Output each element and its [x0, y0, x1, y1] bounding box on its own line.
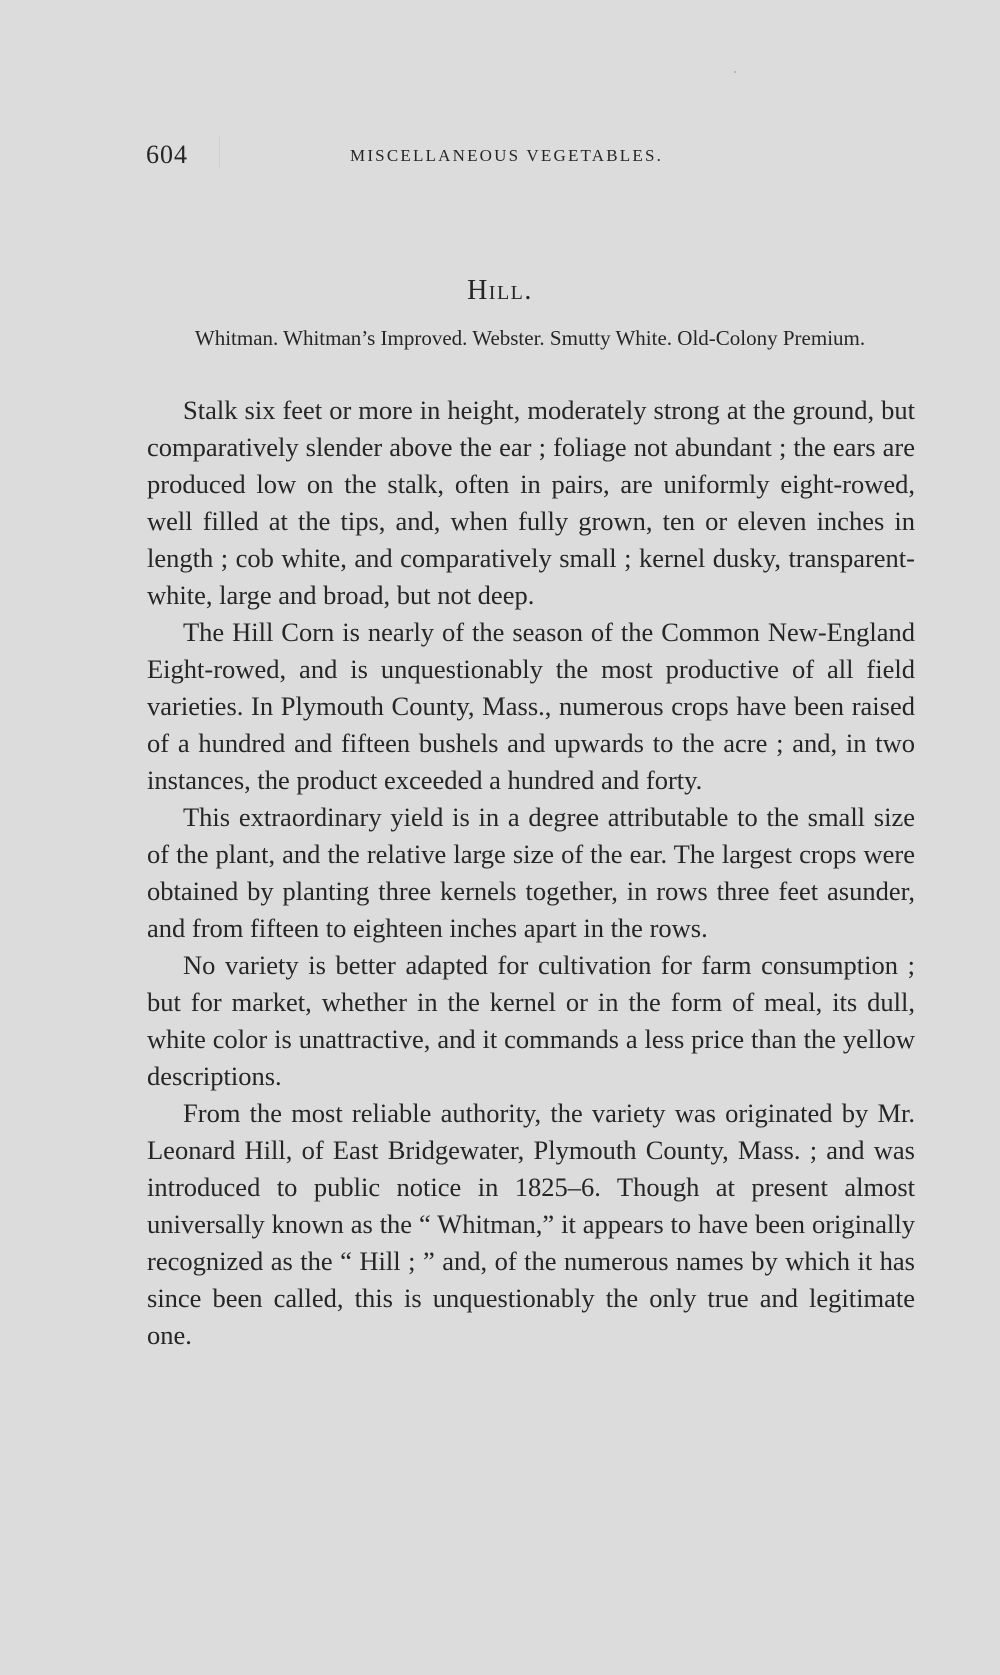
paragraph: Stalk six feet or more in height, moderately strong at the ground, but comparatively slender above the ear ; foliage not abundant ; the ears are produced low on the stalk, often in pairs, are uniformly eight-rowed, well filled at the tips, and, when fully grown, ten or eleven inches in length ; cob white, and comparatively small ; kernel dusky, transparent-white, large and broad, but not deep. — [147, 395, 915, 610]
paragraph: This extraordinary yield is in a degree attributable to the small size of the plant, and the relative large size of the ear. The largest crops were obtained by planting three kernels together, in rows three feet asunder, and from fifteen to eighteen inches apart in the rows. — [147, 802, 915, 943]
running-head: MISCELLANEOUS VEGETABLES. — [350, 146, 664, 165]
paper-speck — [734, 71, 736, 73]
paragraph: The Hill Corn is nearly of the season of the Common New-England Eight-rowed, and is unquestionably the most productive of all field varieties. In Plymouth County, Mass., numerous crops have been raised of a hundred and fifteen bushels and upwards to the acre ; and, in two instances, the product exceeded a hundred and forty. — [147, 617, 915, 795]
page-number: 604 — [146, 140, 188, 169]
body-text — [147, 392, 915, 1354]
paper-mark — [219, 136, 220, 168]
synonyms-line: Whitman. Whitman’s Improved. Webster. Smutty White. Old-Colony Premium. — [194, 326, 866, 350]
paragraph: From the most reliable authority, the variety was originated by Mr. Leonard Hill, of East Bridgewater, Plymouth County, Mass. ; and was introduced to public notice in 1825–6. Though at present almost universally known as the “ Whitman,” it appears to have been originally recognized as the “ Hill ; ” and, of the numerous names by which it has since been called, this is unquestionably the only true and legitimate one. — [147, 1098, 915, 1350]
paragraph: No variety is better adapted for cultivation for farm consumption ; but for market, whether in the kernel or in the form of meal, its dull, white color is unattractive, and it commands a less price than the yellow descriptions. — [147, 950, 915, 1091]
section-title: Hill. — [467, 275, 533, 306]
